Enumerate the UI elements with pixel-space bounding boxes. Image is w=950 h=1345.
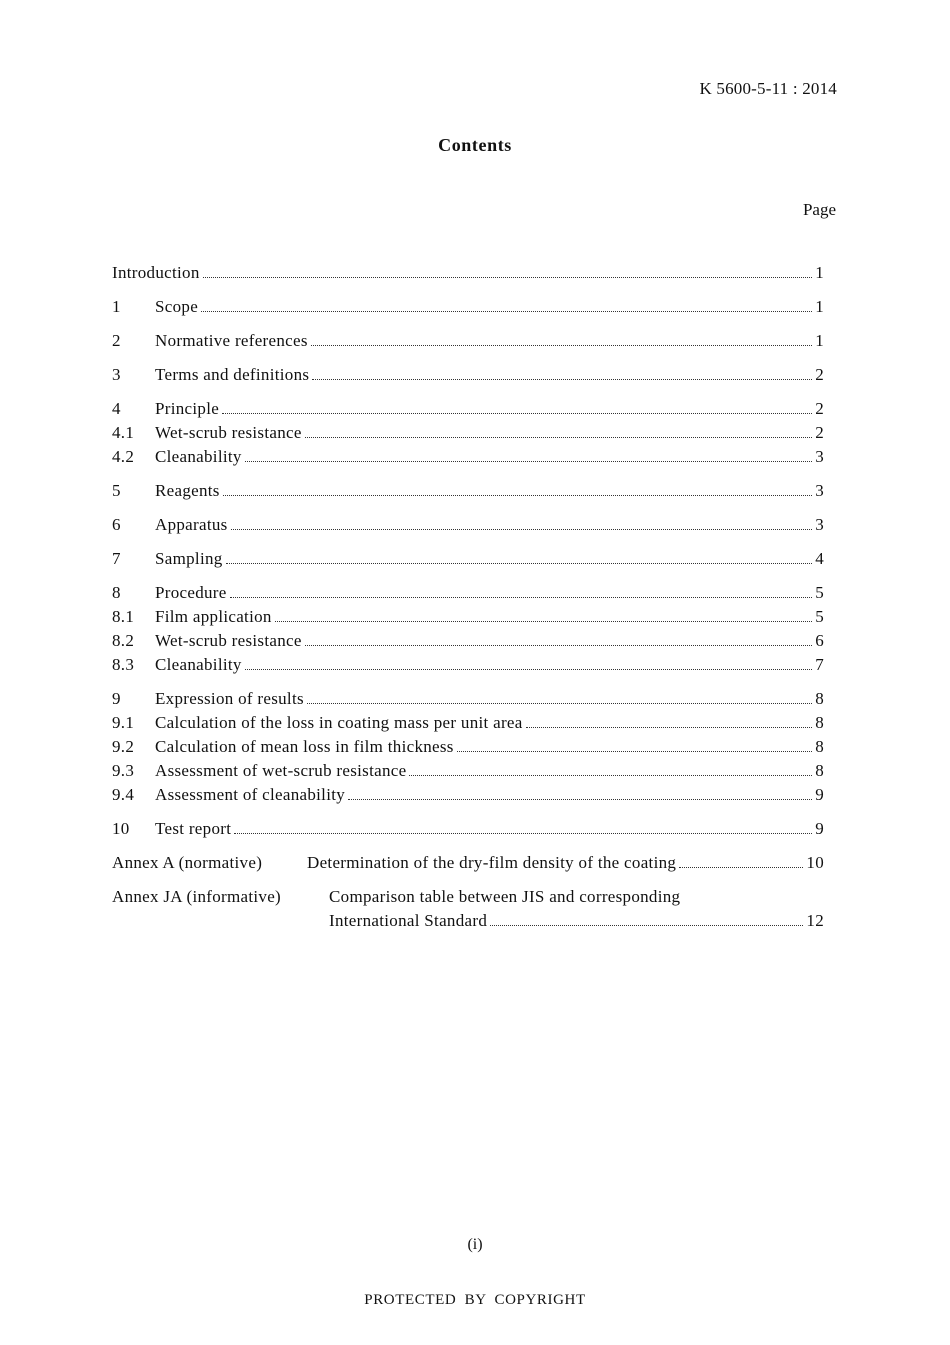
toc-entry-page: 1 (815, 331, 824, 350)
toc-entry-title: Terms and definitions (155, 365, 310, 384)
toc-entry-title: Normative references (155, 331, 308, 350)
toc-entry[interactable] (112, 629, 824, 653)
toc-annex-ja-continued[interactable] (112, 909, 824, 933)
toc-entry-number: 4 (112, 399, 121, 418)
toc-entry[interactable] (112, 445, 824, 469)
toc-entry[interactable] (112, 817, 824, 841)
annex-ja-label: Annex JA (informative) (112, 887, 282, 906)
toc-entry-page: 3 (815, 515, 824, 534)
page-column-label: Page (802, 200, 836, 219)
toc-entry-number: 8 (112, 583, 121, 602)
toc-entry[interactable] (112, 711, 824, 735)
toc-entry-page: 1 (815, 297, 824, 316)
toc-entry-number: 1 (112, 297, 121, 316)
toc-entry-title: Film application (155, 607, 272, 626)
toc-entry-title: Wet-scrub resistance (155, 631, 302, 650)
leader-dots (307, 703, 812, 704)
page-number: (i) (467, 1236, 483, 1253)
toc-entry[interactable] (112, 479, 824, 503)
toc-entry-page: 8 (815, 761, 824, 780)
toc-entry[interactable] (112, 329, 824, 353)
standard-number: K 5600-5-11 : 2014 (699, 79, 837, 98)
toc-entry-number: 10 (112, 819, 130, 838)
toc-entry-page: 2 (815, 399, 824, 418)
toc-entry[interactable] (112, 295, 824, 319)
toc-entry-title: Wet-scrub resistance (155, 423, 302, 442)
toc-entry-title: Assessment of wet-scrub resistance (155, 761, 407, 780)
toc-entry-number: 3 (112, 365, 121, 384)
toc-entry-title: Test report (155, 819, 232, 838)
toc-entry-number: 8.1 (112, 607, 135, 626)
toc-entry[interactable] (112, 605, 824, 629)
toc-entry-number: 6 (112, 515, 121, 534)
toc-entry-title: Sampling (155, 549, 223, 568)
contents-title: Contents (438, 135, 512, 155)
toc-entry[interactable] (112, 581, 824, 605)
toc-entry[interactable] (112, 653, 824, 677)
toc-entry-title: Assessment of cleanability (155, 785, 346, 804)
toc-entry-title: Cleanability (155, 655, 242, 674)
toc-entry[interactable] (112, 759, 824, 783)
toc-entry-number: 9.2 (112, 737, 135, 756)
toc-entry-title: Principle (155, 399, 220, 418)
annex-ja-page: 12 (806, 911, 824, 930)
toc-entry-title: Scope (155, 297, 199, 316)
toc-entry-page: 2 (815, 423, 824, 442)
leader-dots (222, 413, 812, 414)
leader-dots (312, 379, 812, 380)
annex-ja-title-line1: Comparison table between JIS and corresponding (329, 887, 681, 906)
leader-dots (305, 645, 812, 646)
toc-entry-title: Expression of results (155, 689, 304, 708)
toc-entry-page: 2 (815, 365, 824, 384)
toc-entry[interactable] (112, 783, 824, 807)
toc-annex-a[interactable] (112, 851, 824, 875)
leader-dots (231, 529, 813, 530)
toc-entry-title: Reagents (155, 481, 220, 500)
toc-entry[interactable] (112, 261, 824, 285)
leader-dots (223, 495, 812, 496)
toc-annex-ja[interactable] (112, 885, 824, 909)
toc-entry[interactable] (112, 687, 824, 711)
toc-entry-page: 4 (815, 549, 824, 568)
toc-entry[interactable] (112, 513, 824, 537)
toc-entry-number: 8.3 (112, 655, 135, 674)
leader-dots (490, 925, 803, 926)
toc-entry[interactable] (112, 547, 824, 571)
leader-dots (230, 597, 813, 598)
toc-entry-page: 1 (815, 263, 824, 282)
leader-dots (305, 437, 812, 438)
leader-dots (348, 799, 812, 800)
leader-dots (245, 461, 812, 462)
toc-entry[interactable] (112, 421, 824, 445)
toc-entry-number: 8.2 (112, 631, 135, 650)
toc-entry-number: 9.4 (112, 785, 135, 804)
toc-entry-number: 9.3 (112, 761, 135, 780)
toc-entry-page: 6 (815, 631, 824, 650)
toc-entry-page: 3 (815, 481, 824, 500)
toc-entry[interactable] (112, 735, 824, 759)
annex-a-title: Determination of the dry-film density of the coating (307, 853, 677, 872)
toc-entry-number: 2 (112, 331, 121, 350)
toc-entry-title: Calculation of mean loss in film thickness (155, 737, 454, 756)
annex-a-page: 10 (806, 853, 824, 872)
leader-dots (409, 775, 812, 776)
annex-ja-title-line2: International Standard (329, 911, 488, 930)
toc-entry-title: Calculation of the loss in coating mass per unit area (155, 713, 523, 732)
copyright-notice: PROTECTED BY COPYRIGHT (364, 1292, 586, 1308)
toc-entry-title: Introduction (112, 263, 200, 282)
toc-entry-number: 4.2 (112, 447, 135, 466)
leader-dots (526, 727, 813, 728)
toc-entry-page: 7 (815, 655, 824, 674)
leader-dots (311, 345, 812, 346)
leader-dots (234, 833, 812, 834)
toc-entry-page: 8 (815, 713, 824, 732)
leader-dots (201, 311, 812, 312)
toc-entry-page: 9 (815, 785, 824, 804)
toc-entry-number: 9 (112, 689, 121, 708)
leader-dots (457, 751, 812, 752)
toc-entry-page: 5 (815, 583, 824, 602)
toc-entry-number: 4.1 (112, 423, 135, 442)
toc-entry-page: 9 (815, 819, 824, 838)
toc-entry-number: 9.1 (112, 713, 135, 732)
leader-dots (679, 867, 803, 868)
toc-entry-page: 3 (815, 447, 824, 466)
leader-dots (226, 563, 813, 564)
toc-entry[interactable] (112, 363, 824, 387)
toc-entry-title: Cleanability (155, 447, 242, 466)
leader-dots (245, 669, 812, 670)
annex-a-label: Annex A (normative) (112, 853, 263, 872)
toc-entry[interactable] (112, 397, 824, 421)
toc-entry-page: 5 (815, 607, 824, 626)
toc-entry-page: 8 (815, 737, 824, 756)
toc-entry-page: 8 (815, 689, 824, 708)
leader-dots (275, 621, 812, 622)
toc-entry-title: Apparatus (155, 515, 228, 534)
leader-dots (203, 277, 813, 278)
toc-entry-title: Procedure (155, 583, 227, 602)
table-of-contents (112, 261, 824, 933)
toc-entries (112, 261, 824, 841)
toc-entry-number: 7 (112, 549, 121, 568)
toc-entry-number: 5 (112, 481, 121, 500)
